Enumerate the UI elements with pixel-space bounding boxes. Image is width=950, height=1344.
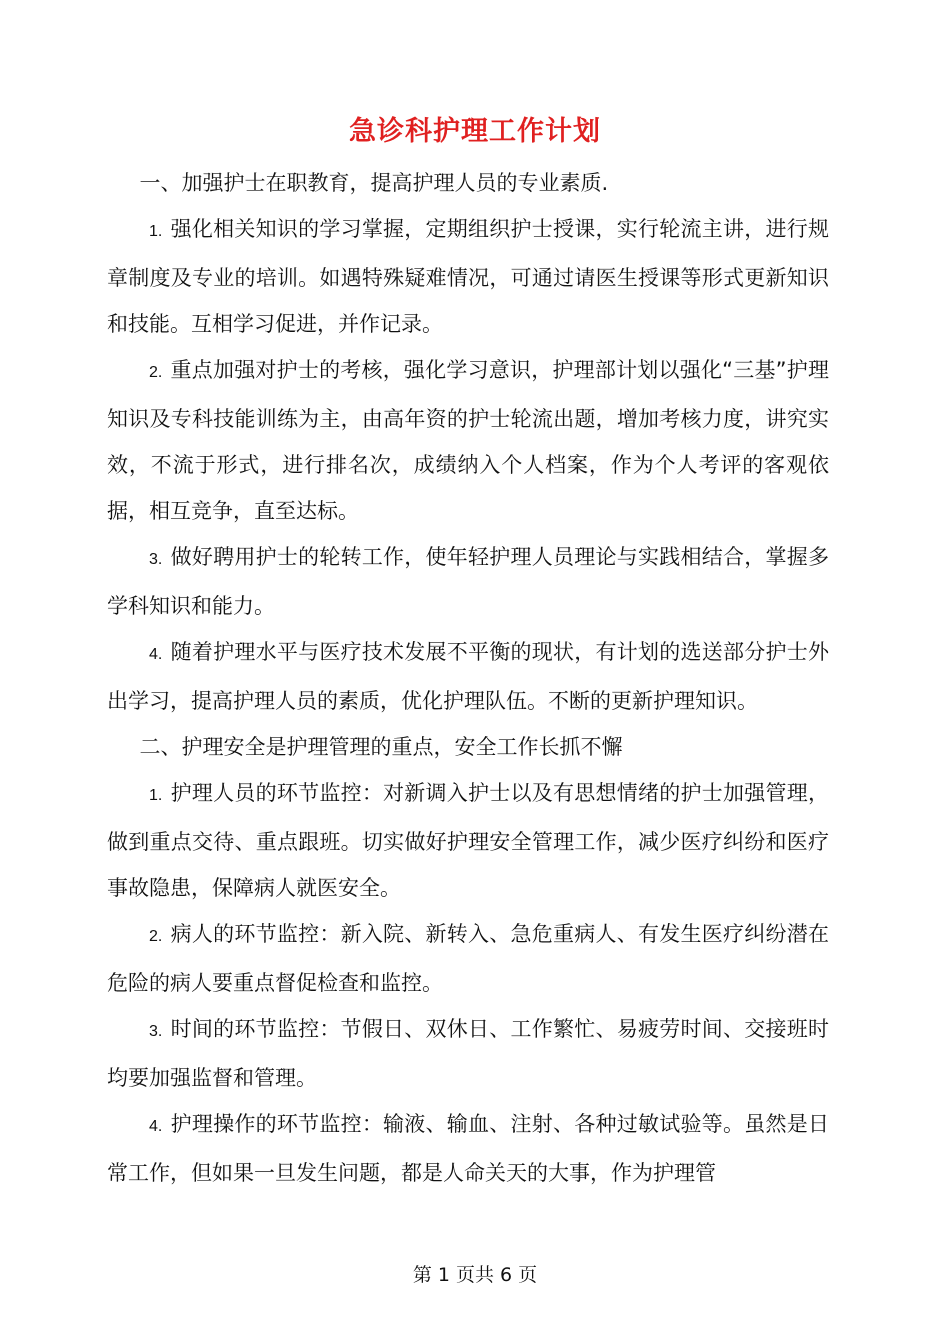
- section-heading-2: [107, 724, 829, 770]
- paragraph-number: 3.: [149, 551, 163, 568]
- paragraph-text: 护理人员的环节监控：对新调入护士以及有思想情绪的护士加强管理，做到重点交待、重点跟班。切实做好护理安全管理工作，减少医疗纠纷和医疗事故隐患，保障病人就医安全。: [107, 781, 829, 900]
- paragraph-number: 1.: [149, 223, 163, 240]
- paragraph-text: 病人的环节监控：新入院、新转入、急危重病人、有发生医疗纠纷潜在危险的病人要重点督促检查和监控。: [107, 922, 829, 995]
- paragraph: [107, 347, 829, 534]
- paragraph: [107, 1006, 829, 1101]
- paragraph-text: 强化相关知识的学习掌握，定期组织护士授课，实行轮流主讲，进行规章制度及专业的培训。如遇特殊疑难情况，可通过请医生授课等形式更新知识和技能。互相学习促进，并作记录。: [107, 217, 829, 336]
- paragraph-number: 2.: [149, 928, 163, 945]
- paragraph: [107, 770, 829, 911]
- paragraph-text: 重点加强对护士的考核，强化学习意识，护理部计划以强化“三基”护理知识及专科技能训练为主，由高年资的护士轮流出题，增加考核力度，讲究实效，不流于形式，进行排名次，成绩纳入个人档案，作为个人考评的客观依据，相互竞争，直至达标。: [107, 358, 829, 523]
- paragraph-number: 2.: [149, 364, 163, 381]
- paragraph: [107, 206, 829, 347]
- paragraph: [107, 911, 829, 1006]
- paragraph-text: 做好聘用护士的轮转工作，使年轻护理人员理论与实践相结合，掌握多学科知识和能力。: [107, 545, 829, 618]
- document-body: [107, 160, 829, 1196]
- page-footer: 第 1 页共 6 页: [412, 1264, 538, 1286]
- paragraph-number: 3.: [149, 1023, 163, 1040]
- paragraph-text: 二、护理安全是护理管理的重点，安全工作长抓不懈: [139, 735, 623, 759]
- paragraph-number: 4.: [149, 646, 163, 663]
- section-heading-1: [107, 160, 829, 206]
- paragraph: [107, 534, 829, 629]
- paragraph-text: 一、加强护士在职教育，提高护理人员的专业素质.: [139, 171, 609, 195]
- paragraph: [107, 629, 829, 724]
- paragraph: [107, 1101, 829, 1196]
- paragraph-text: 护理操作的环节监控：输液、输血、注射、各种过敏试验等。虽然是日常工作，但如果一旦发生问题，都是人命关天的大事，作为护理管: [107, 1112, 829, 1185]
- document-title: 急诊科护理工作计划: [349, 116, 601, 147]
- paragraph-number: 1.: [149, 787, 163, 804]
- paragraph-text: 随着护理水平与医疗技术发展不平衡的现状，有计划的选送部分护士外出学习，提高护理人员的素质，优化护理队伍。不断的更新护理知识。: [107, 640, 829, 713]
- paragraph-text: 时间的环节监控：节假日、双休日、工作繁忙、易疲劳时间、交接班时均要加强监督和管理。: [107, 1017, 829, 1090]
- paragraph-number: 4.: [149, 1118, 163, 1135]
